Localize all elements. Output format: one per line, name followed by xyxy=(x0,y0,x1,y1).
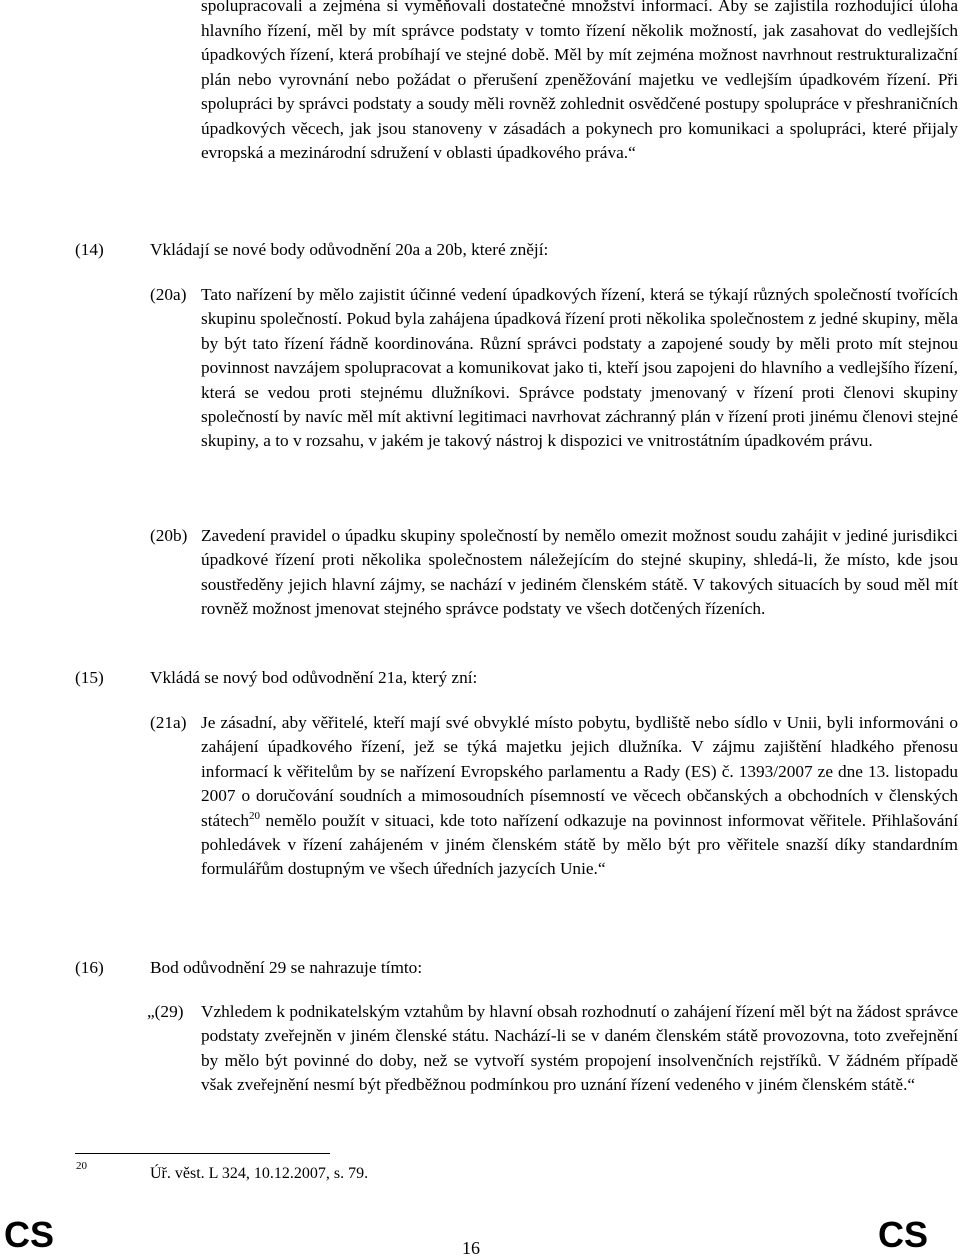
amendment-16 xyxy=(75,956,935,980)
amendment-number: (14) xyxy=(75,240,104,259)
recital-29 xyxy=(147,1000,958,1098)
footnote-reference[interactable]: 20 xyxy=(248,809,260,822)
amendment-number: (16) xyxy=(75,958,104,977)
recital-number: (21a) xyxy=(150,713,187,732)
recital-20a xyxy=(150,283,958,454)
amendment-number: (15) xyxy=(75,668,104,687)
recital-number: (20a) xyxy=(150,285,187,304)
amendment-text: Bod odůvodnění 29 se nahrazuje tímto: xyxy=(150,958,423,977)
recital-text-part: Je zásadní, aby věřitelé, kteří mají své obvyklé místo pobytu, bydliště nebo sídlo v Unii, byli informováni o zahájení úpadkového řízení, jež se týká majetku jejich dlužníka. V zájmu zajištění hladkého přenosu informací k věřitelům by se nařízení Evropského parlamentu a Rady (ES) č. 1393/2007 ze dne 13. listopadu 2007 o doručování soudních a mimosoudních písemností ve věcech občanských a obchodních v členských státech xyxy=(201,713,958,830)
recital-text: Tato nařízení by mělo zajistit účinné vedení úpadkových řízení, která se týkají různých společností tvořících skupinu společností. Pokud byla zahájena úpadková řízení proti několika společnostem z jedné skupiny, měla by být tato řízení řádně koordinována. Různí správci podstaty a zapojené soudy by měli proto mít stejnou povinnost navzájem spolupracovat a komunikovat jako ti, kteří jsou zapojeni do hlavního a vedlejšího řízení, která se vedou proti stejnému dlužníkovi. Správce podstaty jmenovaný v řízení proti členovi skupiny společností by navíc měl mít aktivní legitimaci navrhovat záchranný plán v řízení proti jinému členovi stejné skupiny, a to v rozsahu, v jakém je takový nástroj k dispozici ve vnitrostátním úpadkovém právu. xyxy=(201,285,958,451)
language-code-right: CS xyxy=(878,1214,929,1255)
continuation-paragraph: spolupracovali a zejména si vyměňovali dostatečné množství informací. Aby se zajistila rozhodující úloha hlavního řízení, měl by mít správce podstaty v tomto řízení několik možností, jak zasahovat do vedlejších úpadkových řízení, která probíhají ve stejné době. Měl by mít zejména možnost navrhnout restrukturalizační plán nebo vyrovnání nebo požádat o přerušení zpeněžování majetku ve vedlejším úpadkovém řízení. Při spolupráci by správci podstaty a soudy měli rovněž zohlednit osvědčené postupy spolupráce v přeshraničních úpadkových věcech, jak jsou stanoveny v zásadách a pokynech pro komunikaci a spolupráci, které přijaly evropská a mezinárodní sdružení v oblasti úpadkového práva.“ xyxy=(201,0,958,162)
amendment-text: Vkládají se nové body odůvodnění 20a a 20b, které znějí: xyxy=(150,240,549,259)
language-code-left: CS xyxy=(4,1214,55,1255)
recital-21a xyxy=(150,711,958,882)
footnote-mark: 20 xyxy=(76,1160,87,1172)
amendment-text: Vkládá se nový bod odůvodnění 21a, který zní: xyxy=(150,668,478,687)
recital-number: „(29) xyxy=(147,1002,184,1021)
page-number: 16 xyxy=(462,1238,480,1258)
recital-text: Vzhledem k podnikatelským vztahům by hlavní obsah rozhodnutí o zahájení řízení měl být na žádost správce podstaty zveřejněn v jiném členské státu. Nachází-li se v daném členském státě provozovna, toto zveřejnění by mělo být povinné do doby, než se vytvoří systém propojení insolvenčních rejstříků. V žádném případě však zveřejnění nesmí být předběžnou podmínkou pro uznání řízení vedeného v jiném členském státě.“ xyxy=(201,1002,958,1095)
amendment-15 xyxy=(75,666,935,690)
recital-text xyxy=(201,711,958,882)
amendment-14 xyxy=(75,238,935,262)
recital-text-part: nemělo použít v situaci, kde toto nařízení odkazuje na povinnost informovat věřitele. Přihlašování pohledávek v řízení zahájeném v jiném členském státě by mělo být pro věřitele snazší díky standardním formulářům dostupným ve všech úředních jazycích Unie.“ xyxy=(201,810,958,879)
recital-text: Zavedení pravidel o úpadku skupiny společností by nemělo omezit možnost soudu zahájit v jediné jurisdikci úpadkové řízení proti několika společnostem náležejícím do stejné skupiny, shledá-li, že místo, kde jsou soustředěny jejich hlavní zájmy, se nachází v jediném členském státě. V takových situacích by soud měl mít rovněž možnost jmenovat stejného správce podstaty ve všech dotčených řízeních. xyxy=(201,526,958,619)
recital-20b xyxy=(150,524,958,622)
footnote-separator xyxy=(75,1153,330,1154)
recital-number: (20b) xyxy=(150,526,188,545)
footnote-text: Úř. věst. L 324, 10.12.2007, s. 79. xyxy=(150,1165,369,1182)
